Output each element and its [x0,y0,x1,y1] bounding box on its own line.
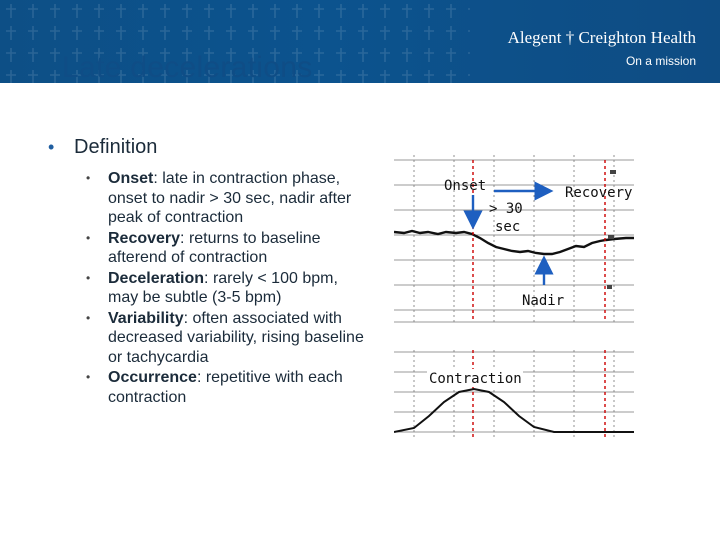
description: : often associated with decreased variability, rising baseline or tachycardia [108,309,364,366]
contraction-label: Contraction [429,371,522,387]
duration-label: > 30 [489,201,523,217]
heading-bullet [48,136,368,159]
duration-unit-label: sec [495,219,521,235]
late-deceleration-trace-figure [394,150,634,445]
description: : repetitive with each contraction [108,369,343,406]
description: : late in contraction phase, onset to nadir > 30 sec, nadir after peak of contraction [108,170,352,226]
bullet-dot-icon: • [86,310,91,325]
bullet-dot-icon: • [86,270,91,285]
fhr-strip-grid [394,155,634,322]
nadir-label: Nadir [522,293,565,309]
term: Deceleration [108,269,205,287]
term: Occurrence [108,369,197,386]
recovery-label: Recovery [565,185,633,201]
bullet-dot-icon: • [86,370,91,384]
term: Onset [108,170,154,187]
bullet-dot-icon: • [86,230,91,245]
slide-title: Late decelerations [62,51,313,84]
bullet-dot-icon: • [86,171,91,185]
term: Variability [108,309,184,327]
brand-tagline: On a mission [625,54,696,68]
list-item [86,269,368,308]
onset-label: Onset [444,178,487,194]
bullet-dot-icon: • [48,137,55,157]
bullet-list [48,136,368,408]
list-item [86,169,368,228]
section-heading: Definition [74,136,158,158]
definition-list [86,169,368,407]
list-item [86,368,368,407]
description: : returns to baseline afterend of contraction [108,229,321,266]
brand-name: Alegent † Creighton Health [507,28,696,47]
brand-logo [508,28,696,69]
list-item [86,229,368,268]
contraction-strip-grid [394,350,634,438]
contraction-curve [394,389,634,432]
description: : rarely < 100 bpm, may be subtle (3-5 bpm) [108,269,338,306]
list-item [86,309,368,368]
term: Recovery [108,229,181,247]
